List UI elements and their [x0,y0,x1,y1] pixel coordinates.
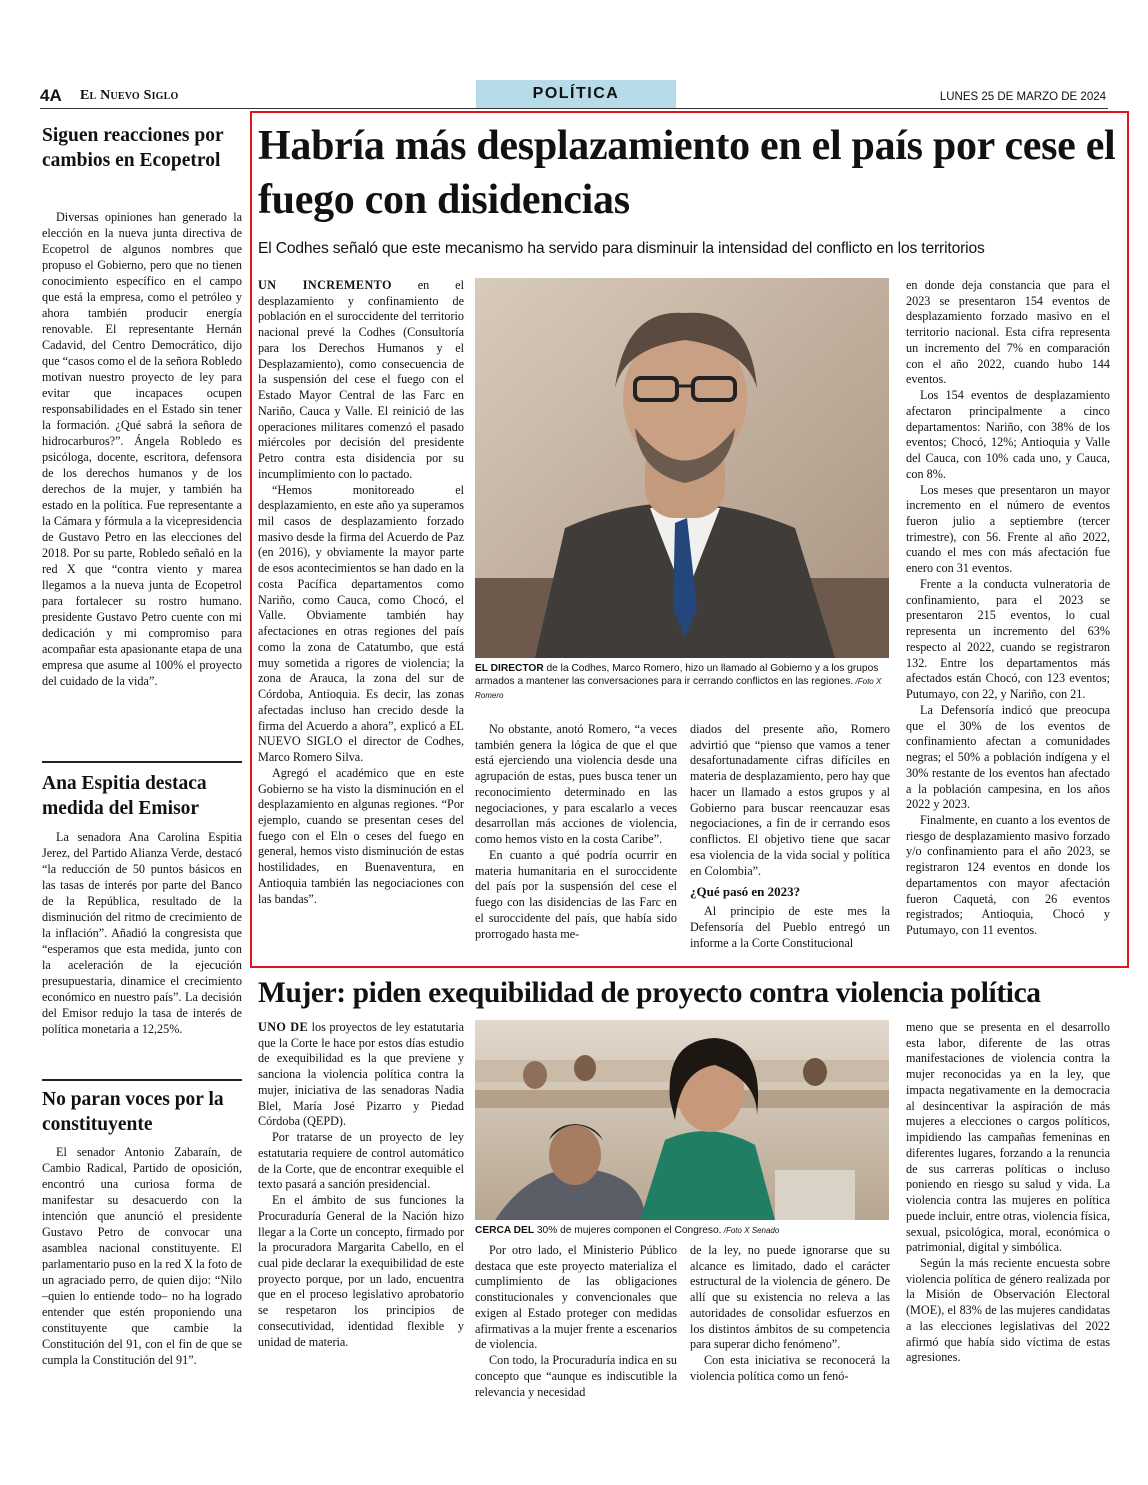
article-paragraph: En cuanto a qué podría ocurrir en materia humanitaria en el suroccidente del país por la suspensión del cese el fuego con las disidencias de las Farc en el suroccidente del país, que había sido prorrogado hasta me- [475,847,677,941]
sidebar-divider [42,1079,242,1081]
issue-date: LUNES 25 DE MARZO DE 2024 [939,91,1106,103]
section-label: POLÍTICA [476,80,676,108]
photo-marco-romero [475,278,889,658]
sidebar-headline-espitia: Ana Espitia destaca medida del Emisor [42,773,207,819]
article2-headline: Mujer: piden exequibilidad de proyecto contra violencia política [258,977,1041,1009]
article-paragraph: Los meses que presentaron un mayor incremento en el número de eventos fueron julio a septiembre (tercer trimestre), con 56. Frente al año 2022, cuando el mes con más afectación fue enero con 31 eventos. [906,482,1110,576]
article-deck: El Codhes señaló que este mecanismo ha servido para disminuir la intensidad del conflicto en los territorios [258,240,985,257]
header-divider [40,108,1108,109]
photo-caption: EL DIRECTOR de la Codhes, Marco Romero, hizo un llamado al Gobierno y a los grupos armados a mantener las conversaciones para ir cerrando conflictos en las regiones. /Foto X Romero [475,663,882,700]
article-paragraph: Por otro lado, el Ministerio Público destaca que este proyecto materializa el cumplimiento de las obligaciones constitucionales y convencionales que exigen al Estado proteger con medidas afirmativas a la mujer frente a escenarios de violencia. [475,1243,677,1352]
article-column-1: UN INCREMENTO en el desplazamiento y confinamiento de población en el suroccidente del territorio nacional prevé la Codhes (Consultoría para los Derechos Humanos y el Desplazamiento), como consecuencia de la suspensión del cese el fuego con el Estado Mayor Central de las Farc en Nariño, Cauca y Valle. El reinició de las operaciones militares comenzó el pasado miércoles por decisión del presidente Petro contra esta disidencia por su incumplimiento con lo pactado. “Hemos monitoreado el desplazamiento, en este año ya superamos mil casos de desplazamiento forzado masivo desde la firma del Acuerdo de Paz (en 2016), y obviamente la mayor parte de esos acontecimientos se han dado en la costa Pacífica departamentos como Nariño, como Cauca, como Chocó, el Valle. Obviamente también hay afectaciones en otras regiones del país como la zona de Catatumbo, que está muy sometida a rigores de violencia; la zona de Arauca, la zona del sur de Córdoba, Antioquia. Es decir, las zonas afectadas incluso han crecido desde la firma del Acuerdo a ahora”, explicó a EL NUEVO SIGLO el director de Codhes, Marco Romero Silva. Agregó el académico que en este Gobierno se ha visto la disminución en el desplazamiento en algunas regiones. “Por ejemplo, cuando se presentan ceses del fuego con el Eln o ceses del fuego en general, hemos visto disminución de estas hostilidades, en Buenaventura, en Antioquia también las negociaciones con las bandas”. [258,278,464,906]
photo-congreso-mujeres [475,1020,889,1220]
article-paragraph: Frente a la conducta vulneratoria de confinamiento, para el 2023 se presentaron 215 eventos, lo cual representa un incremento del 63% respecto al 2022, cuando se registraron 132. Entre los departamentos más afectados están Chocó, con 123 eventos; Putumayo, con 22, y Nariño, con 21. [906,576,1110,702]
article-paragraph: Por tratarse de un proyecto de ley estatutaria requiere de control automático de la Corte, que de encontrar exequible el texto pasará a sanción presidencial. [258,1130,464,1192]
masthead: El Nuevo Siglo [80,88,179,103]
article-subhead: ¿Qué pasó en 2023? [690,884,801,900]
article-paragraph: Agregó el académico que en este Gobierno se ha visto la disminución en el desplazamiento en algunas regiones. “Por ejemplo, cuando se presentan ceses del fuego con el Eln o ceses del fuego en general, hemos visto disminución de estas hostilidades, en Buenaventura, en Antioquia también las negociaciones con las bandas”. [258,765,464,906]
photo-caption: CERCA DEL 30% de mujeres componen el Congreso. /Foto X Senado [475,1225,780,1236]
article-paragraph: Al principio de este mes la Defensoría del Pueblo entregó un informe a la Corte Constitucional [690,904,890,950]
article2-column-1: UNO DE los proyectos de ley estatutaria que la Corte le hace por estos días estudio de exequibilidad es la que previene y sanciona la violencia política contra la mujer, iniciativa de las senadoras Nadia Blel, María José Pizarro y Piedad Córdoba (QEPD). Por tratarse de un proyecto de ley estatutaria requiere de control automático de la Corte, que de encontrar exequible el texto pasará a sanción presidencial. En el ámbito de sus funciones la Procuraduría General de la Nación hizo llegar a la Corte un concepto, firmado por la procuradora Margarita Cabello, en el cual pide declarar la exequibilidad de este proyecto porque, por un lado, encuentra que en el proceso legislativo aprobatorio se respetaron los principios de consecutividad, identidad flexible y unidad de materia. [258,1020,464,1349]
sidebar-divider [42,761,242,763]
article2-column-3 [690,1243,890,1385]
article-paragraph: Los 154 eventos de desplazamiento afectaron principalmente a cinco departamentos: Nariño, con 38% de los eventos; Chocó, 12%; Antioquia y Valle del Cauca, con 10% cada uno, y Cauca, con 8%. [906,388,1110,481]
article-paragraph: Con esta iniciativa se reconocerá la violencia política como un fenó- [690,1353,890,1383]
article-paragraph: meno que se presenta en el desarrollo esta labor, diferente de las otras manifestaciones de violencia contra la mujer reconocidas ya en la ley, que impacta negativamente en la democracia al desincentivar la aspiración de más mujeres a elecciones o cargos políticos, impidiendo las campañas femeninas en diferentes lugares, forzando a la renuncia de sus carreras políticas o incluso poniendo en riesgo su salud y vida. La violencia contra las mujeres en política puede incluir, entre otras, violencia física, sexual, psicológica, moral, económica o patrimonial, digital y simbólica. [906,1020,1110,1255]
sidebar-headline-constituyente: No paran voces por la constituyente [42,1089,224,1135]
article-paragraph: diados del presente año, Romero advirtió que “pienso que vamos a tener desafortunadamente cifras difíciles en materia de desplazamiento, pero hay que hacer un llamado a estos grupos y al Gobierno para buscar reencauzar esas negociaciones, a fin de ir cerrando esos conflictos. El objetivo tiene que sacar esa violencia de la vida social y política en Colombia”. [690,722,890,878]
article-paragraph: Finalmente, en cuanto a los eventos de riesgo de desplazamiento masivo forzado y/o confinamiento para el año 2023, se registraron 124 eventos en donde los departamentos con mayor afectación fueron Caquetá, con 26 eventos registrados; Antioquia, Chocó y Putumayo, con 11 eventos. [906,812,1110,938]
sidebar-body-ecopetrol: Diversas opiniones han generado la elección en la nueva junta directiva de Ecopetrol de algunos nombres que propuso el Gobierno, pero que no tienen conocimiento específico en el campo que está la empresa, como el petróleo y ahora también producir energía renovable. El representante Hernán Cadavid, del Centro Democrático, dijo que “casos como el de la señora Robledo motivan nuestro proyecto de ley para evitar que incapaces ocupen responsabilidades en el Estado sin tener la formación. ¿Qué sabrá la señora de hidrocarburos?”. Ángela Robledo es psicóloga, docente, escritora, defensora de los derechos humanos y de los derechos de la mujer, y también ha estado en la política. Fue representante a la Cámara y fórmula a la vicepresidencia de Gustavo Petro en las elecciones del 2018. Por su parte, Robledo señaló en la red X que “contra viento y marea llegamos a la nueva junta de Ecopetrol para fortalecer su rostro humano. presidente Gustavo Petro cuente con mi dedicación y mi compromiso para acompañar esta apasionante etapa de una empresa que asume al 100% el proyecto del cuidado de la vida”. [42,210,243,688]
sidebar-body-espitia: La senadora Ana Carolina Espitia Jerez, del Partido Alianza Verde, destacó “la reducción de 50 puntos básicos en las tasas de interés por parte del Banco de la República, resultado de la disminución del ritmo de crecimiento de la inflación”. Añadió la congresista que “esperamos que esta medida, junto con la aceleración de la ejecución presupuestaria, dinamice el crecimiento económico en nuestro país”. La decisión del Emisor redujo la tasa de interés de política monetaria a 12,25%. [42,830,242,1036]
sidebar-body-constituyente: El senador Antonio Zabaraín, de Cambio Radical, Partido de oposición, encontró una curiosa forma de manifestar su desacuerdo con la intención que anunció el presidente Gustavo Petro de convocar una asamblea nacional constituyente. El parlamentario puso en la red X la foto de un agraciado perro, de quien dijo: “Nilo –quien lo entiende todo– no ha logrado entender que estén proponiendo una constituyente que cambie la Constitución del 91, con el fin de que se cumpla la Constitución del 91”. [42,1145,242,1367]
article-paragraph: en donde deja constancia que para el 2023 se presentaron 154 eventos de desplazamiento forzado masivo en el territorio nacional. Esta cifra representa un incremento del 7% en comparación con el año 2022, cuando hubo 144 eventos. [906,278,1110,387]
article-column-3 [690,722,890,952]
page-number: 4A [40,86,62,105]
article-lead: UN INCREMENTO [258,278,392,292]
article-headline: Habría más desplazamiento en el país por cese el fuego con disidencias [258,123,1116,223]
article-paragraph: de la ley, no puede ignorarse que su alcance es limitado, dado el carácter estructural de la violencia de género. De allí que su existencia no releva a las autoridades de consolidar esfuerzos en los distintos ámbitos de su competencia para superar dicho fenómeno”. [690,1243,890,1352]
article2-column-2 [475,1243,677,1400]
article2-lead: UNO DE [258,1020,308,1034]
article-column-2 [475,722,677,942]
article-paragraph: Según la más reciente encuesta sobre violencia política de género realizada por la Misión de Observación Electoral (MOE), el 83% de las mujeres candidatas a las elecciones legislativas del 2022 afirmó que había sido víctima de estas agresiones. [906,1256,1110,1365]
sidebar-headline-ecopetrol: Siguen reacciones por cambios en Ecopetrol [42,125,224,171]
article-paragraph: La Defensoría indicó que preocupa que el 30% de los eventos de confinamiento afectan a comunidades negras; el 50% a población indígena y el 30% restante de los eventos han afectado a la población campesina, en los años 2022 y 2023. [906,702,1110,812]
article-paragraph: “Hemos monitoreado el desplazamiento, en este año ya superamos mil casos de desplazamiento forzado masivo desde la firma del Acuerdo de Paz (en 2016), y obviamente la mayor parte de esos acontecimientos se han dado en la costa Pacífica departamentos como Nariño, como Cauca, como Chocó, el Valle. Obviamente también hay afectaciones en otras regiones del país como la zona de Catatumbo, que está muy sometida a rigores de violencia; la zona de Arauca, la zona del sur de Córdoba, Antioquia. Es decir, las zonas afectadas incluso han crecido desde la firma del Acuerdo a ahora”, explicó a EL NUEVO SIGLO el director de Codhes, Marco Romero Silva. [258,482,464,765]
article2-column-4 [906,1020,1110,1366]
article-paragraph: No obstante, anotó Romero, “a veces también genera la lógica de que el que está ejerciendo una violencia desde una agrupación de estas, pues busca tener un reconocimiento determinado en las negociaciones, y para escalarlo a veces desarrollan más acciones de violencia, como hemos visto en la costa Caribe”. [475,722,677,847]
article-paragraph: En el ámbito de sus funciones la Procuraduría General de la Nación hizo llegar a la Corte un concepto, firmado por la procuradora Margarita Cabello, en el cual pide declarar la exequibilidad de este proyecto porque, por un lado, encuentra que en el proceso legislativo aprobatorio se respetaron los principios de consecutividad, identidad flexible y unidad de materia. [258,1193,464,1349]
article-column-4 [906,278,1110,939]
article-paragraph: Con todo, la Procuraduría indica en su concepto que “aunque es indiscutible la relevancia y necesidad [475,1353,677,1399]
